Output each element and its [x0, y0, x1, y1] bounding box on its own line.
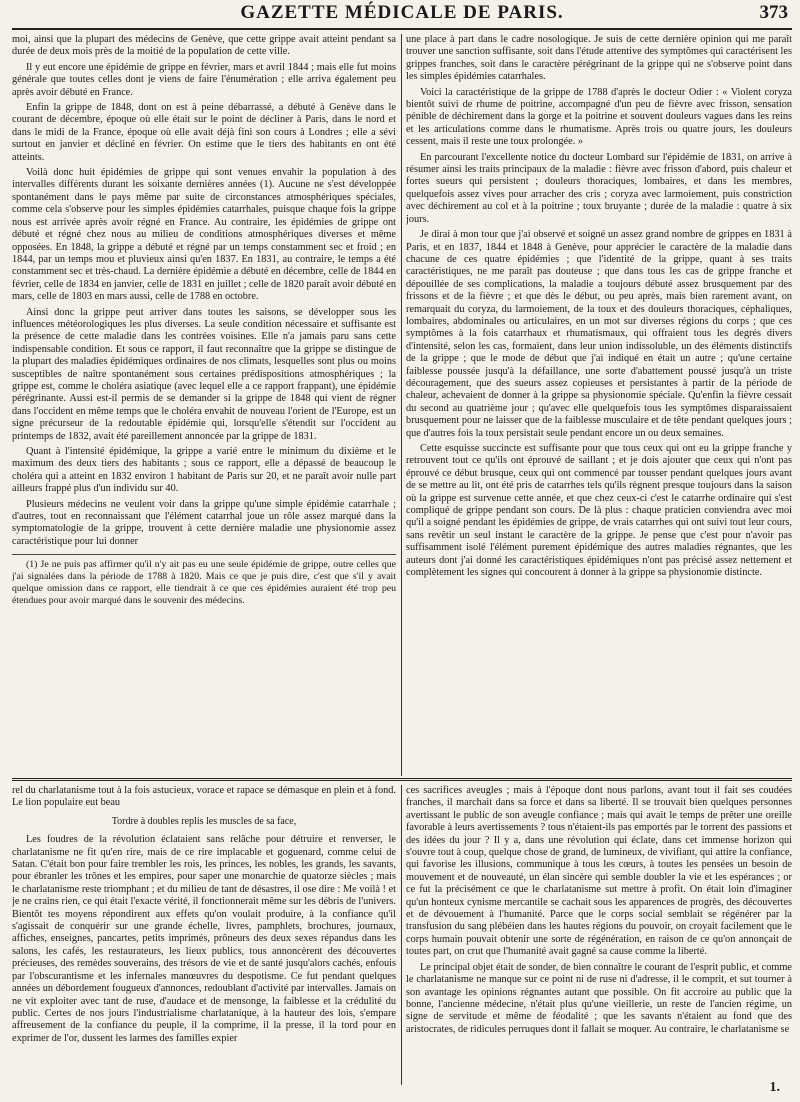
paragraph: Quant à l'intensité épidémique, la grippe a varié entre le minimum du dixième et le maximum des deux tiers des habitants ; sous ce rapport, elle a dépassé de beaucoup le choléra qui a atteint en 1832 environ 1 habitant de Paris sur 20, et ne paraît avoir nulle part ailleurs frappé plus d'un individu sur 40. — [12, 446, 396, 495]
verse-quote: Tordre à doubles replis les muscles de sa face, — [111, 815, 297, 827]
column-divider — [401, 34, 402, 776]
paragraph: Ainsi donc la grippe peut arriver dans toutes les saisons, se développer sous les influences météorologiques les plus diverses. La seule condition nécessaire et suffisante est la présence de cette maladie dans les contrées voisines. Elle n'a jamais paru sans cette indispensable condition. Et sous ce rapport, il faut reconnaître que la grippe se distingue de la plupart des maladies épidémiques ordinaires de nos climats, lesquelles sont plus ou moins susceptibles de naître spontanément sous certaines prédispositions atmosphériques ; la grippe est, comme le choléra asiatique (avec lequel elle a ce rapport frappant), une épidémie pérégrinante. Aussi est-il permis de se demander si la grippe de 1848 qui vient de régner dans l'occident en même temps que le choléra envahit de nouveau l'orient de l'Europe, est un signe précurseur de la redoutable épidémie qui, lorsqu'elle s'étendit sur l'occident au printemps de 1832, avait été pareillement annoncée par la grippe de 1831. — [12, 306, 396, 442]
top-left-column — [12, 34, 396, 776]
paragraph: rel du charlatanisme tout à la fois astucieux, vorace et rapace se démasque en plein et à fond. Le lion populaire eut beau — [12, 785, 396, 809]
paragraph: Voici la caractéristique de la grippe de 1788 d'après le docteur Odier : « Violent coryza bientôt suivi de rhume de poitrine, accompagné d'un peu de fièvre avec frisson, sensation pénible de déchirement dans la gorge et la poitrine et souvent douleurs vagues dans les reins et les articulations comme dans le rhumatisme. Après trois ou quatre jours, les douleurs cessent, mais il reste une toux prolongée. » — [406, 86, 792, 148]
paragraph: Les foudres de la révolution éclataient sans relâche pour détruire et renverser, le charlatanisme ne fit qu'en rire, mais de ce rire implacable et goguenard, comme celui de Satan. C'était bon pour faire trembler les rois, les princes, les nobles, les grands, les savants, pour ébranler les trônes et les empires, pour saper une monarchie de quatorze siècles ; mais le charlatanisme reste triomphant ; et du milieu de tant de désastres, il ose dire : Me voilà ! et je ne crains rien, ce qui était l'exacte vérité, il fonctionnerait même sur les débris de l'univers. Bientôt tes moyens répondirent aux effets qu'on voulait produire, à la confiance qu'il s'agissait de conquérir sur une grande échelle, livres, pamphlets, brochures, journaux, affiches, enseignes, pancartes, petits imprimés, prôneurs des deux sexes répandus dans les salons, les cafés, les restaurateurs, les lieux publics, tous annoncèrent des découvertes précieuses, des remèdes souverains, des trésors de vie et de santé jusqu'alors cachés, enfouis par l'obscurantisme et les infernales manœuvres du despotisme. Ce fut pendant quelques années un débordement fougueux d'annonces, redoublant d'activité par intervalles. Jamais on ne vit exploiter avec tant de ruse, d'audace et de mensonge, la faiblesse et la crédulité du public. Certes de nos jours l'industrialisme charlatanique, à la hauteur des lois, s'empare affreusement de la confiance du peuple, il la comprime, il la presse, il la tord pour en exprimer de l'or, dussent les larmes des familles expier — [12, 834, 396, 1044]
section-separator — [12, 778, 792, 781]
paragraph: ces sacrifices aveugles ; mais à l'époque dont nous parlons, avant tout il fait ses coudées franches, il marchait dans sa force et dans sa liberté. Il se trouvait bien quelques personnes avertissant le public de son aveugle confiance ; mais qui avait le temps de prêter une oreille favorable à leurs avertissements ? tous n'étaient-ils pas emportés par le torrent des passions et des idées du jour ? Il y a, dans une révolution qui éclate, dans cet immense horizon qui s'ouvre tout à coup, quelque chose de grand, de lumineux, de vivifiant, qui attire la confiance, qui favorise les illusions, communique à tous les cœurs, à toutes les pensées un besoin de mouvement et de nouveauté, un élan sincère qui semble doubler la vie et les espérances ; or ce fut la précisément ce que le charlatanisme sut mettre à profit. On était loin d'imaginer qu'un honteux cynisme mercantile se cachait sous les apparences de progrès, des découvertes et de dévouement à l'humanité. Parce que le corps social semblait se régénérer par la transfusion du sang plébéien dans les hautes régions du pouvoir, on croyait facilement que le corps humain pouvait obtenir une sorte de régénération, en raison de ce qu'on annonçait de toutes part, on crut que l'humanité avait gagné sa cause comme la liberté. — [406, 785, 792, 958]
paragraph: Enfin la grippe de 1848, dont on est à peine débarrassé, a débuté à Genève dans le courant de décembre, époque où elle était sur le point de décliner à Paris, dans le nord et dans le midi de la France, époque où elle avait déjà fini son cours à Londres ; elle a sévi surtout en janvier et décliné en février. On estime que le tiers des habitants en ont été atteints. — [12, 102, 396, 163]
paragraph: Le principal objet était de sonder, de bien connaître le courant de l'esprit public, et comme le charlatanisme ne manque sur ce point ni de ruse ni d'adresse, il le comprit, et sut tourner à son avantage les opinions régnantes autant que possible. On fit accroire au public que la bonne, l'ancienne médecine, n'était plus qu'une vieillerie, un reste de l'ancien régime, un signe de servitude et même de féodalité ; que les savants n'étaient au fond que des aristocrates, de ridicules perruques dont il fallait se moquer. Au contraire, le charlatanisme se — [406, 961, 792, 1035]
footnote: (1) Je ne puis pas affirmer qu'il n'y ait pas eu une seule épidémie de grippe, outre celles que j'ai signalées dans la période de 1788 à 1820. Mais ce que je puis dire, c'est que s'il y avait quelque omission dans ce rapport, elle tiendrait à ce que ces épidémies auraient été trop peu étendues pour avoir marqué dans le souvenir des médecins. — [12, 559, 396, 606]
footnote-divider — [12, 554, 396, 555]
page-header — [12, 0, 792, 30]
journal-title: GAZETTE MÉDICALE DE PARIS. — [240, 2, 564, 23]
bottom-right-column — [406, 785, 792, 1085]
paragraph: Plusieurs médecins ne veulent voir dans la grippe qu'une simple épidémie catarrhale ; d'autres, tout en reconnaissant que l'élément catarrhal joue un rôle assez marqué dans la symptomatologie de la grippe, trouvent à cette dernière maladie une physionomie assez caractéristique pour lui donner — [12, 498, 396, 547]
paragraph: Voilà donc huit épidémies de grippe qui sont venues envahir la population à des intervalles différents durant les soixante dernières années (1). Aucune ne s'est développée spontanément dans le pays même par suite de circonstances atmosphériques spéciales, comme cela s'observe pour les simples épidémies catarrhales, puisque chaque fois la grippe nous est arrivée après avoir régné en France. Au contraire, les épidémies de grippe ont débuté et régné chez nous au milieu de conditions atmosphériques diverses et même opposées. En 1848, la grippe a débuté et régné par un temps constamment sec et froid ; en 1844, par un temps mou et pluvieux ainsi qu'en 1837. En 1831, au contraire, le temps a été constamment sec et très-chaud. La dernière épidémie a débuté en décembre, celle de 1844 en février, celle de 1834 en janvier, celle de 1831 en juillet ; celle de 1820 paraît avoir débuté en mars, celle de 1803 en mars aussi, celle de 1788 en octobre. — [12, 167, 396, 303]
paragraph: Il y eut encore une épidémie de grippe en février, mars et avril 1844 ; mais elle fut moins générale que toutes celles dont je viens de faire l'énumération ; elle arriva également peu après avoir débuté en France. — [12, 61, 396, 98]
bottom-left-column — [12, 785, 396, 1085]
paragraph: Je dirai à mon tour que j'ai observé et soigné un assez grand nombre de grippes en 1831 à Paris, et en 1837, 1844 et 1848 à Genève, pour apprécier le caractère de la maladie dans chacune de ces quatre épidémies ; que l'identité de la grippe, quant à ses traits caractéristiques, ne me paraît pas douteuse ; que dans tous les cas de grippe franche et dépouillée de ses complications, la maladie a toujours débuté assez brusquement par des frissons et de la fièvre ; et que dès le début, ou peu après, mais bien rarement avant, on remarquait du coryza, du larmoiement, de la toux et des douleurs thoraciques, céphaliques, lombaires, abdominales ou articulaires, en un mot sur diverses régions du corps ; que ces symptômes à la fois catarrhaux et rhumatismaux, qui offraient tous les degrés divers d'intensité, selon les cas, formaient, dans leur union indissoluble, un des éléments distinctifs de la grippe ; que le mode de début que j'ai indiqué en était un autre ; qu'une certaine faiblesse poussée jusqu'à la défaillance, une sorte d'abattement poussé jusqu'à un triste découragement, que des sueurs assez copieuses et persistantes à partir de la période de chaleur, achevaient de donner à la grippe sa physionomie spéciale. Qu'enfin la fièvre cessait du second au quatrième jour ; qu'avec elle quelquefois tous les symptômes disparaissaient brusquement pour ne laisser que de la faiblesse musculaire et de tête pendant quelques jours ; que d'autres fois la toux persistait seule pendant encore un ou deux semaines. — [406, 229, 792, 439]
top-right-column — [406, 34, 792, 776]
feuilleton-section — [12, 785, 792, 1085]
article-top — [12, 34, 792, 776]
column-divider — [401, 785, 402, 1085]
paragraph: Cette esquisse succincte est suffisante pour que tous ceux qui ont eu la grippe franche y retrouvent tout ce qu'ils ont éprouvé de saillant ; et je dois ajouter que ceux qui n'ont pas éprouvé ce début brusque, ceux qui ont commencé par tousser pendant quelques jours avant de se mettre au lit, ont été pris de catarrhes tels qu'ils règnent presque toujours dans la saison où la grippe est survenue cette année, et que chez ceux-ci c'est le catarrhe ordinaire qui s'est compliqué de grippe pendant son cours. De là plus : chaque praticien conviendra avec moi qu'il a soigné pendant les épidémies de grippe, de vrais catarrhes qui ont suivi tout leur cours, sans revêtir un seul instant le caractère de la grippe. Je pense que c'est pour n'avoir pas suffisamment isolé l'élément purement épidémique des autres maladies régnantes, que les auteurs dont j'ai donné les caractéristiques épidémiques n'ont pas précisé assez nettement et complètement les signes qui concourent à donner à la grippe sa physionomie distincte. — [406, 443, 792, 579]
paragraph: En parcourant l'excellente notice du docteur Lombard sur l'épidémie de 1831, on arrive à résumer ainsi les traits principaux de la maladie : fièvre avec frisson d'abord, puis chaleur et fortes sueurs qui persistent ; douleurs thoraciques, lombaires, et dans les membres, quelquefois assez vives pour arracher des cris ; coryza avec larmoiement, puis constriction avec déchirement au col et à la poitrine ; toux bruyante ; durée de la maladie : quatre à six jours. — [406, 151, 792, 225]
page-number: 373 — [759, 2, 788, 23]
signature-mark: 1. — [769, 1080, 780, 1095]
paragraph: une place à part dans le cadre nosologique. Je suis de cette dernière opinion qui me paraît trouver une sanction suffisante, soit dans l'étude attentive des symptômes qui caractérisent les grippes franches, soit dans le caractère pérégrinant de la grippe qui ne s'observe point dans les simples épidémies catarrhales. — [406, 34, 792, 83]
paragraph: moi, ainsi que la plupart des médecins de Genève, que cette grippe avait atteint pendant sa durée de deux mois près de la moitié de la population de cette ville. — [12, 34, 396, 58]
